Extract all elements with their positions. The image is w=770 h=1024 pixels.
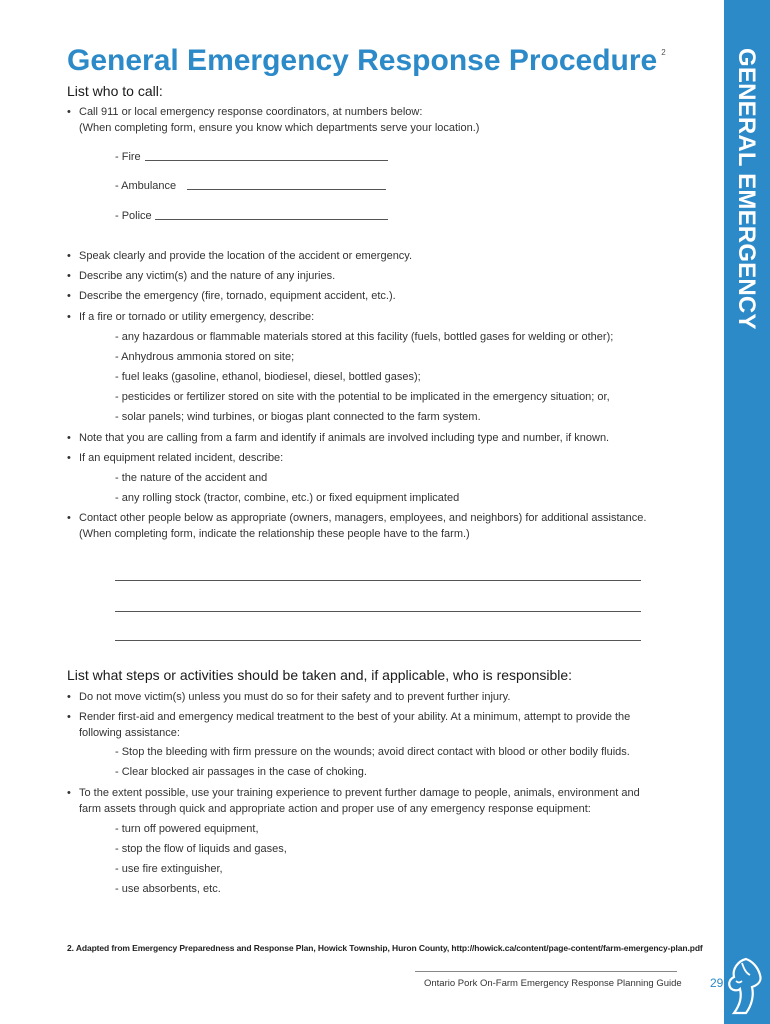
bullet-emergency: • Describe the emergency (fire, tornado, equipment accident, etc.). [79,289,396,303]
pig-head-logo-icon [716,953,770,1019]
bullet-contact-line2: (When completing form, indicate the relationship these people have to the farm.) [79,528,470,540]
bullet-first-aid-line2: following assistance: [79,727,180,739]
bullet-first-aid-line1: • Render first-aid and emergency medical treatment to the best of your ability. At a minimum, attempt to provide the [79,710,630,724]
first-aid-detail-item: - Clear blocked air passages in the case of choking. [115,766,367,778]
call-intro-line1: • Call 911 or local emergency response coordinators, at numbers below: [79,105,422,119]
bullet-speak: • Speak clearly and provide the location of the accident or emergency. [79,249,412,263]
contact-police-label: - Police [115,210,152,222]
bullet-extent-line1: • To the extent possible, use your training experience to prevent further damage to people, animals, environment and [79,786,640,800]
bullet-equipment: • If an equipment related incident, describe: [79,451,283,465]
extent-detail-item: - use absorbents, etc. [115,883,221,895]
fire-detail-item: - pesticides or fertilizer stored on site with the potential to be implicated in the emergency situation; or, [115,391,610,403]
contact-entry-line-2[interactable] [115,611,641,612]
call-intro-line2: (When completing form, ensure you know which departments serve your location.) [79,122,480,134]
footnote: 2. Adapted from Emergency Preparedness and Response Plan, Howick Township, Huron County, http://howick.ca/content/page-content/farm-emergency-plan.pdf [67,943,703,953]
fire-detail-item: - Anhydrous ammonia stored on site; [115,351,295,363]
steps-heading: List what steps or activities should be taken and, if applicable, who is responsible: [67,667,573,683]
equipment-detail-item: - any rolling stock (tractor, combine, etc.) or fixed equipment implicated [115,492,460,504]
bullet-do-not-move: • Do not move victim(s) unless you must do so for their safety and to prevent further injury. [79,690,510,704]
bullet-contact-line1: • Contact other people below as appropriate (owners, managers, employees, and neighbors) for additional assistance. [79,511,646,525]
first-aid-detail-item: - Stop the bleeding with firm pressure on the wounds; avoid direct contact with blood or other bodily fluids. [115,746,630,758]
page-number: 29 [710,976,724,990]
extent-detail-item: - stop the flow of liquids and gases, [115,843,287,855]
bullet-farm-animals: • Note that you are calling from a farm and identify if animals are involved including type and number, if known. [79,431,609,445]
fire-detail-item: - solar panels; wind turbines, or biogas plant connected to the farm system. [115,411,481,423]
fire-detail-item: - any hazardous or flammable materials stored at this facility (fuels, bottled gases for welding or other); [115,331,614,343]
page-title [67,44,666,78]
contact-entry-line-3[interactable] [115,640,641,641]
contact-police-field[interactable] [155,219,388,220]
page-title-text: General Emergency Response Procedure [67,44,658,77]
extent-detail-item: - use fire extinguisher, [115,863,223,875]
contact-fire-label: - Fire [115,151,141,163]
side-tab-label: GENERAL EMERGENCY [733,48,760,330]
extent-detail-item: - turn off powered equipment, [115,823,259,835]
contact-ambulance-label: - Ambulance [115,180,177,192]
equipment-detail-item: - the nature of the accident and [115,472,268,484]
footer-guide-title: Ontario Pork On-Farm Emergency Response Planning Guide [424,978,682,989]
fire-detail-item: - fuel leaks (gasoline, ethanol, biodiesel, diesel, bottled gases); [115,371,421,383]
bullet-victims: • Describe any victim(s) and the nature of any injuries. [79,269,335,283]
call-heading: List who to call: [67,83,163,99]
footnote-marker: 2 [661,48,666,57]
contact-ambulance-field[interactable] [187,189,386,190]
bullet-fire-tornado: • If a fire or tornado or utility emergency, describe: [79,310,314,324]
contact-entry-line-1[interactable] [115,580,641,581]
footer-divider [415,971,677,972]
bullet-extent-line2: farm assets through quick and appropriate action and proper use of any emergency response equipment: [79,803,591,815]
contact-fire-field[interactable] [145,160,388,161]
